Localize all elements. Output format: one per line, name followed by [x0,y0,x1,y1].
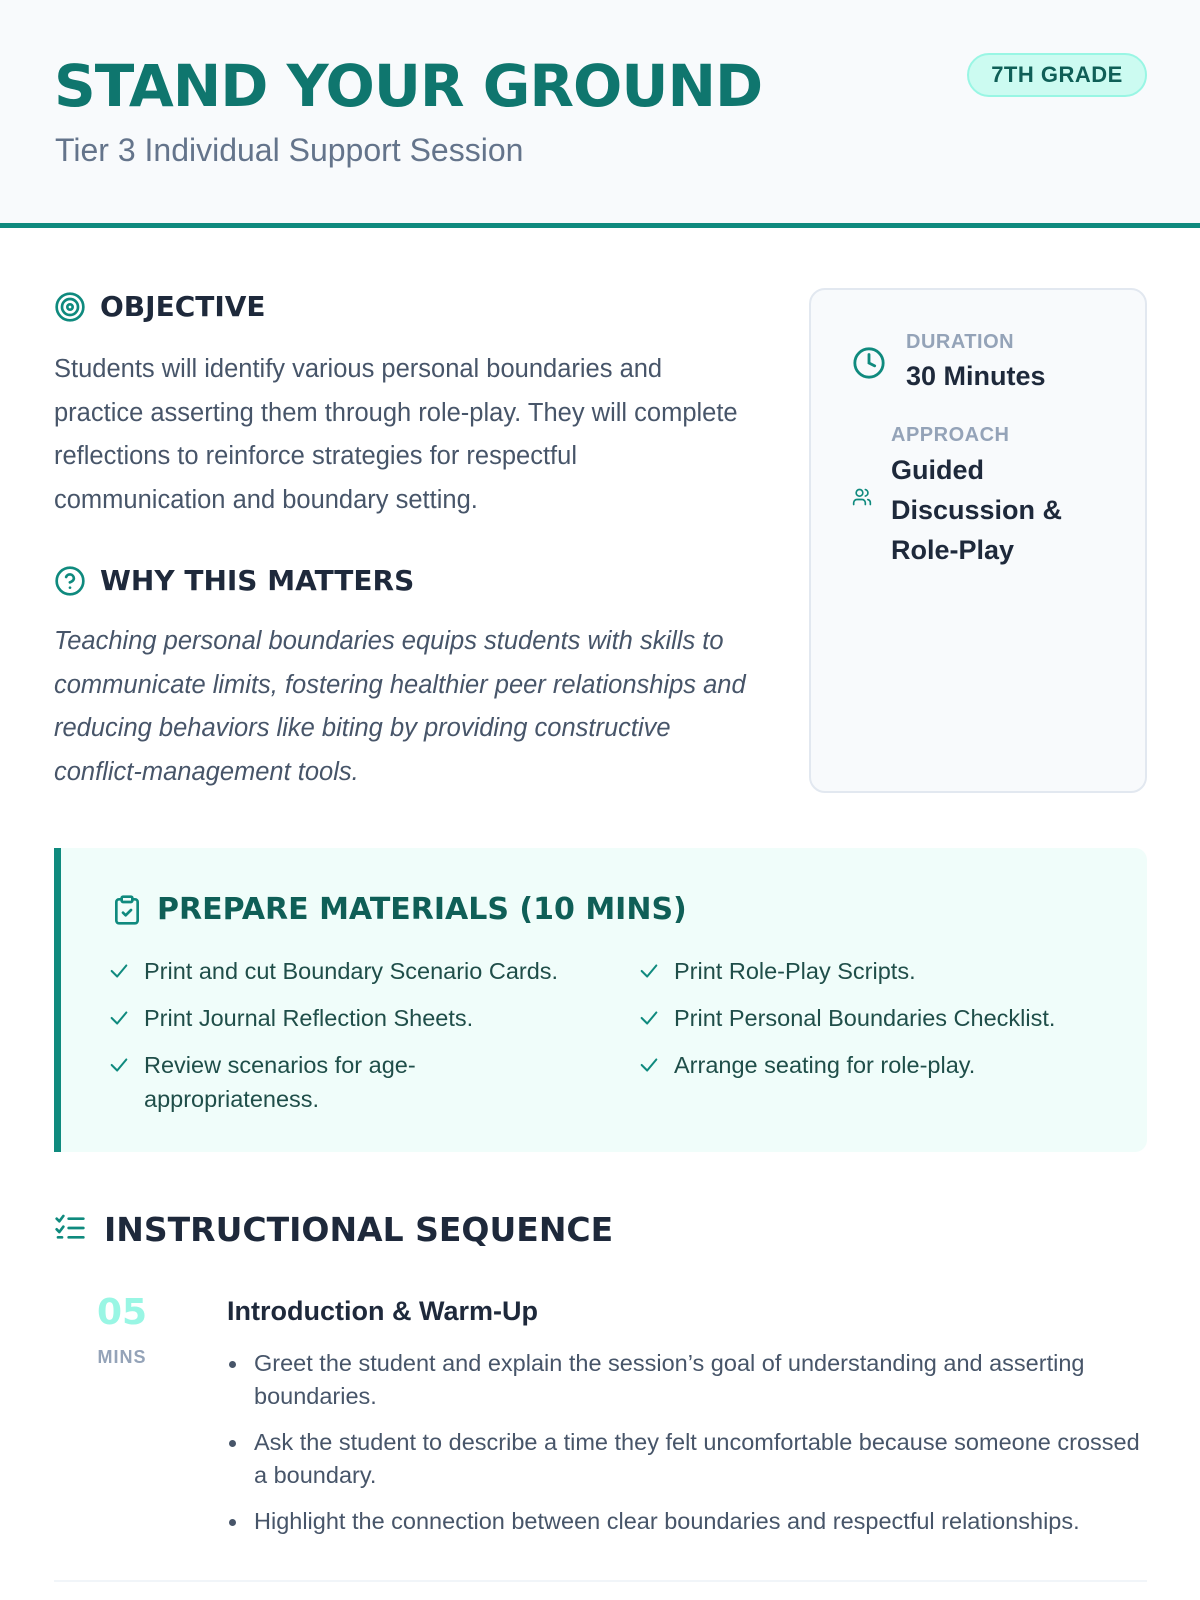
users-icon [852,487,872,507]
page-title: STAND YOUR GROUND [54,52,763,120]
duration-label: DURATION [906,331,1015,353]
step-minutes: 05 [96,1292,148,1333]
instructional-sequence-heading [54,1210,613,1249]
clock-icon [852,346,886,380]
material-item-text: Print Journal Reflection Sheets. [144,1005,474,1031]
check-icon [638,954,660,988]
why-this-matters-heading [54,564,414,597]
check-icon [638,1001,660,1035]
prepare-materials-panel [54,848,1147,1152]
material-item-text: Print Role-Play Scripts. [674,958,916,984]
material-item [638,1001,1108,1035]
duration-value: 30 Minutes [906,361,1046,391]
material-item-text: Print Personal Boundaries Checklist. [674,1005,1056,1031]
materials-heading [111,892,687,927]
step-minutes-unit: MINS [97,1347,147,1367]
approach-label: APPROACH [891,424,1010,446]
session-info-card [809,288,1147,793]
material-item-text: Print and cut Boundary Scenario Cards. [144,958,559,984]
materials-heading-label: PREPARE MATERIALS (10 MINS) [157,892,687,927]
why-this-matters-label: WHY THIS MATTERS [100,564,415,597]
target-icon [54,291,86,323]
step-bullet: Highlight the connection between clear boundaries and respectful relationships. [227,1505,1147,1538]
check-icon [108,954,130,988]
question-circle-icon [54,565,86,597]
material-item-text: Review scenarios for age-appropriateness. [144,1052,416,1112]
approach-value: Guided Discussion & Role-Play [891,455,1063,565]
check-icon [108,1048,130,1082]
step-title: Introduction & Warm-Up [227,1296,538,1326]
material-item [108,954,578,988]
page-header [0,0,1200,228]
section-divider [54,1580,1147,1582]
instructional-sequence-label: INSTRUCTIONAL SEQUENCE [104,1210,614,1249]
list-check-icon [54,1212,90,1248]
why-this-matters-text: Teaching personal boundaries equips students with skills to communicate limits, fostering healthier peer relationships and reducing behaviors like biting by providing constructive conflict-management tools. [54,627,746,786]
step-bullet: Ask the student to describe a time they felt uncomfortable because someone crossed a boundary. [227,1426,1147,1492]
objective-heading [54,290,266,323]
check-icon [108,1001,130,1035]
clipboard-check-icon [111,894,143,926]
grade-badge: 7TH GRADE [967,53,1147,97]
step-bullet: Greet the student and explain the session’s goal of understanding and asserting boundaries. [227,1347,1147,1413]
material-item [108,1048,453,1116]
material-item [108,1001,578,1035]
objective-text: Students will identify various personal boundaries and practice asserting them through role-play. They will complete reflections to reinforce strategies for respectful communication and boundary setting. [54,355,738,514]
material-item [638,954,1108,988]
step-bullet-list [227,1347,1147,1551]
objective-heading-label: OBJECTIVE [100,290,266,323]
page-subtitle: Tier 3 Individual Support Session [55,132,524,168]
check-icon [638,1048,660,1082]
material-item-text: Arrange seating for role-play. [674,1052,976,1078]
material-item [638,1048,1108,1082]
